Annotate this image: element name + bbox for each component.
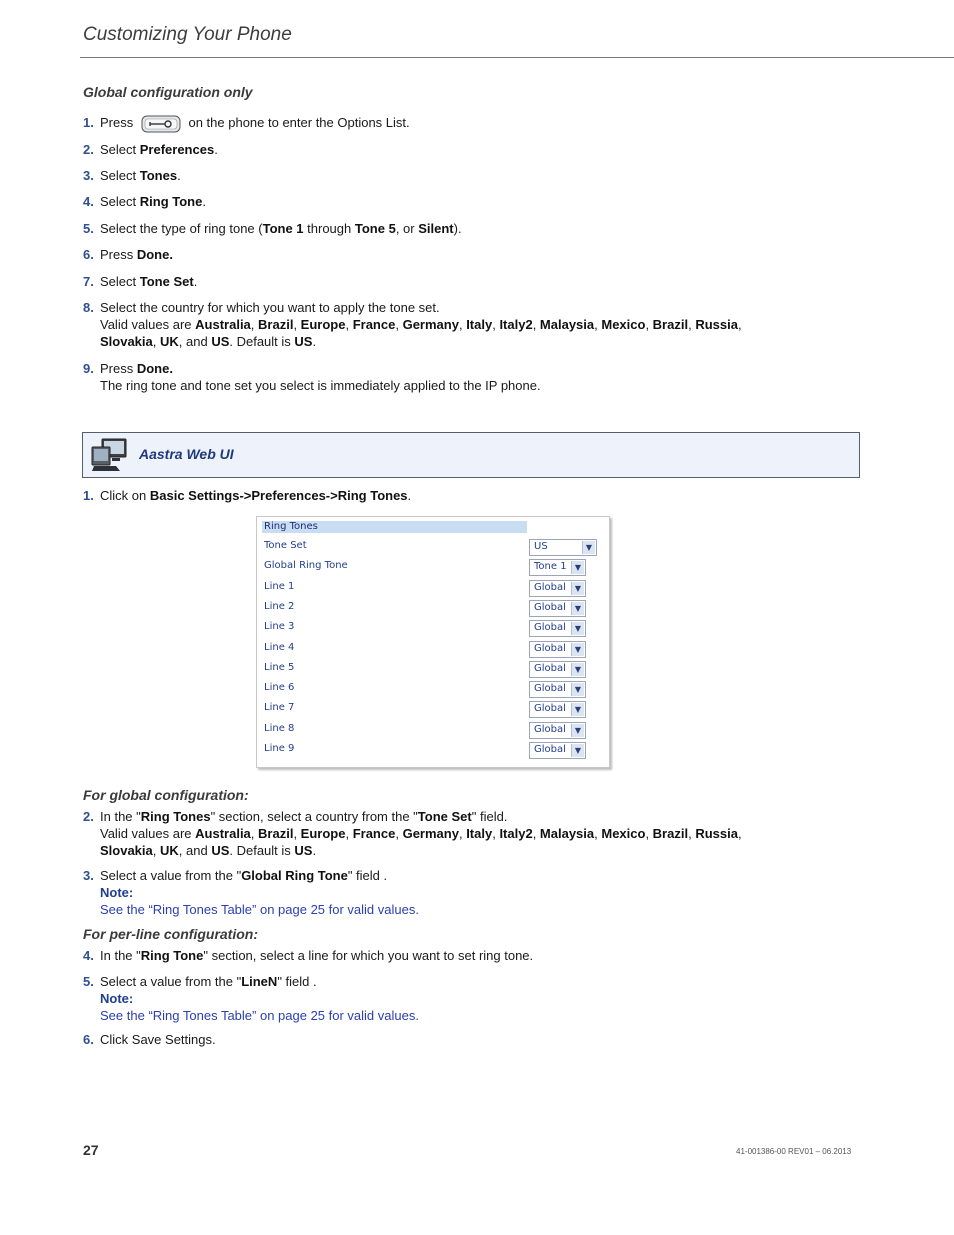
options-key-icon	[141, 115, 181, 133]
chevron-down-icon[interactable]: ▼	[571, 724, 584, 737]
step-number: 8.	[83, 300, 94, 315]
ring-tone-select[interactable]	[529, 641, 586, 658]
country-value: Italy	[466, 826, 493, 841]
list-item	[83, 220, 803, 237]
country-value: Europe	[300, 826, 346, 841]
page-number: 27	[83, 1142, 99, 1158]
list-item	[83, 299, 803, 351]
country-list: Valid values are Australia, Brazil, Europe, France, Germany, Italy, Italy2, Malaysia, Mexico, Brazil, Russia, Slovakia, UK, and US. Default is US.	[100, 826, 742, 858]
step-text: Select Tones.	[100, 168, 181, 183]
step-number: 6.	[83, 1032, 94, 1047]
country-value: Brazil	[258, 317, 294, 332]
default-value: US	[294, 334, 313, 349]
field-label: Line 1	[264, 580, 295, 592]
list-item	[83, 487, 803, 504]
step-number: 6.	[83, 247, 94, 262]
default-value: US	[294, 843, 313, 858]
step-line: The ring tone and tone set you select is immediately applied to the IP phone.	[100, 378, 541, 393]
country-value: France	[352, 317, 396, 332]
field-label: Tone Set	[264, 540, 307, 551]
country-value: Brazil	[258, 826, 294, 841]
step-number: 1.	[83, 488, 94, 503]
ring-tones-table-link[interactable]: “Ring Tones Table” on page 25	[148, 902, 326, 917]
section-heading-global: Global configuration only	[83, 84, 253, 100]
step-text: Select a value from the "LineN" field . Note: See the “Ring Tones Table” on page 25 for valid values.	[100, 973, 800, 1024]
step-number: 4.	[83, 194, 94, 209]
select-value: Global	[534, 601, 566, 613]
web-ui-label: Aastra Web UI	[139, 446, 234, 462]
country-value: Slovakia	[100, 843, 153, 858]
country-value: Europe	[300, 317, 346, 332]
step-text: Click Save Settings.	[100, 1032, 216, 1047]
step-text	[100, 299, 800, 350]
list-item	[83, 360, 803, 396]
select-value: US	[534, 541, 548, 552]
step-text: Select Preferences.	[100, 142, 218, 157]
step-number: 5.	[83, 974, 94, 989]
select-value: Global	[534, 723, 566, 735]
ring-tone-select[interactable]	[529, 620, 586, 637]
web-ui-section-banner	[82, 432, 860, 478]
field-label: Line 6	[264, 682, 295, 694]
step-number: 3.	[83, 168, 94, 183]
step-number: 1.	[83, 115, 94, 130]
step-text: Select Tone Set.	[100, 274, 198, 289]
ring-tone-select[interactable]	[529, 600, 586, 617]
country-value: US	[211, 334, 230, 349]
ring-tones-table-link[interactable]: “Ring Tones Table” on page 25	[148, 1008, 326, 1023]
note-text: See the “Ring Tones Table” on page 25 for valid values.	[100, 1008, 419, 1023]
chevron-down-icon[interactable]: ▼	[571, 602, 584, 615]
field-label: Global Ring Tone	[264, 560, 348, 572]
select-value: Global	[534, 642, 566, 654]
country-value: UK	[160, 334, 179, 349]
step-text: Press Done.	[100, 247, 173, 262]
select-value: Global	[534, 744, 566, 755]
list-item	[83, 193, 803, 210]
note-label: Note:	[100, 885, 134, 900]
step-number: 5.	[83, 221, 94, 236]
chevron-down-icon[interactable]: ▼	[571, 683, 584, 696]
country-value: Malaysia	[539, 826, 595, 841]
field-label: Line 5	[264, 661, 295, 673]
country-value: Slovakia	[100, 334, 153, 349]
list-item	[83, 947, 803, 964]
country-value: Germany	[402, 826, 459, 841]
country-value: Brazil	[652, 826, 689, 841]
country-value: Australia	[195, 317, 251, 332]
country-value: Italy2	[499, 317, 533, 332]
chevron-down-icon[interactable]: ▼	[582, 541, 595, 554]
page-header-title: Customizing Your Phone	[83, 24, 292, 45]
step-line: Select the country for which you want to apply the tone set.	[100, 300, 440, 315]
field-label: Line 3	[264, 621, 295, 633]
list-item	[83, 167, 803, 184]
field-label: Line 7	[264, 702, 295, 714]
country-value: France	[352, 826, 396, 841]
country-value: Mexico	[601, 826, 646, 841]
ring-tone-select[interactable]	[529, 559, 586, 576]
list-item	[83, 141, 803, 158]
section-header-label: Ring Tones	[264, 521, 318, 532]
ring-tone-select[interactable]	[529, 722, 586, 739]
country-value: Brazil	[652, 317, 689, 332]
list-item	[83, 273, 803, 290]
list-item	[83, 246, 803, 263]
list-item	[83, 1031, 803, 1048]
select-value: Tone 1	[534, 561, 567, 573]
chevron-down-icon[interactable]: ▼	[571, 622, 584, 635]
step-number: 3.	[83, 868, 94, 883]
note-text: See the “Ring Tones Table” on page 25 for valid values.	[100, 902, 419, 917]
country-value: Germany	[402, 317, 459, 332]
select-value: Global	[534, 683, 566, 695]
chevron-down-icon[interactable]: ▼	[571, 663, 584, 676]
chevron-down-icon[interactable]: ▼	[571, 744, 584, 757]
step-text: Press on the phone to enter the Options List.	[100, 114, 800, 133]
country-value: Australia	[195, 826, 251, 841]
country-value: Malaysia	[539, 317, 595, 332]
select-value: Global	[534, 662, 566, 674]
step-text: Select Ring Tone.	[100, 194, 206, 209]
country-value: Italy2	[499, 826, 533, 841]
step-text: In the "Ring Tone" section, select a line for which you want to set ring tone.	[100, 948, 534, 963]
step-text: In the "Ring Tones" section, select a country from the "Tone Set" field. Valid values are Australia, Brazil, Europe, France, Germany, Italy, Italy2, Malaysia, Mexico, Brazil, Russia, Slovakia, UK, and US. Default is US.	[100, 808, 800, 859]
ring-tone-select[interactable]	[529, 701, 586, 718]
note-label: Note:	[100, 991, 134, 1006]
field-label: Line 4	[264, 641, 295, 653]
ring-tone-select[interactable]	[529, 742, 586, 759]
section-heading-for-global: For global configuration:	[83, 787, 249, 803]
field-label: Line 9	[264, 743, 295, 754]
step-number: 2.	[83, 142, 94, 157]
select-value: Global	[534, 581, 566, 593]
ring-tones-screenshot	[256, 516, 610, 768]
country-value: Mexico	[601, 317, 646, 332]
ring-tone-select[interactable]	[529, 580, 586, 597]
country-value: US	[211, 843, 230, 858]
chevron-down-icon[interactable]: ▼	[571, 643, 584, 656]
field-label: Line 2	[264, 600, 295, 612]
chevron-down-icon[interactable]: ▼	[571, 703, 584, 716]
ring-tone-select[interactable]	[529, 661, 586, 678]
header-divider	[80, 57, 954, 58]
step-text: Press Done. The ring tone and tone set you select is immediately applied to the IP phone.	[100, 360, 800, 394]
chevron-down-icon[interactable]: ▼	[571, 561, 584, 574]
ring-tone-select[interactable]	[529, 681, 586, 698]
field-label: Line 8	[264, 722, 295, 734]
country-list: Valid values are Australia, Brazil, Europe, France, Germany, Italy, Italy2, Malaysia, Mexico, Brazil, Russia, Slovakia, UK, and US. Default is US.	[100, 317, 742, 349]
country-value: Russia	[695, 317, 738, 332]
list-item	[83, 867, 803, 917]
list-item	[83, 808, 803, 860]
computer-icon	[90, 437, 128, 473]
ring-tone-select[interactable]	[529, 539, 597, 556]
step-number: 2.	[83, 809, 94, 824]
step-number: 9.	[83, 361, 94, 376]
step-text: Select a value from the "Global Ring Tone" field . Note: See the “Ring Tones Table” on page 25 for valid values.	[100, 867, 800, 918]
step-text: Select the type of ring tone (Tone 1 through Tone 5, or Silent).	[100, 221, 462, 236]
list-item	[83, 114, 803, 134]
select-value: Global	[534, 703, 566, 715]
country-value: Russia	[695, 826, 738, 841]
list-item	[83, 973, 803, 1023]
step-text: Click on Basic Settings->Preferences->Ring Tones.	[100, 488, 412, 503]
country-value: Italy	[466, 317, 493, 332]
step-number: 7.	[83, 274, 94, 289]
country-value: UK	[160, 843, 179, 858]
document-id: 41-001386-00 REV01 – 06.2013	[736, 1147, 852, 1156]
chevron-down-icon[interactable]: ▼	[571, 582, 584, 595]
section-heading-for-per-line: For per-line configuration:	[83, 926, 258, 942]
select-value: Global	[534, 622, 566, 634]
step-number: 4.	[83, 948, 94, 963]
